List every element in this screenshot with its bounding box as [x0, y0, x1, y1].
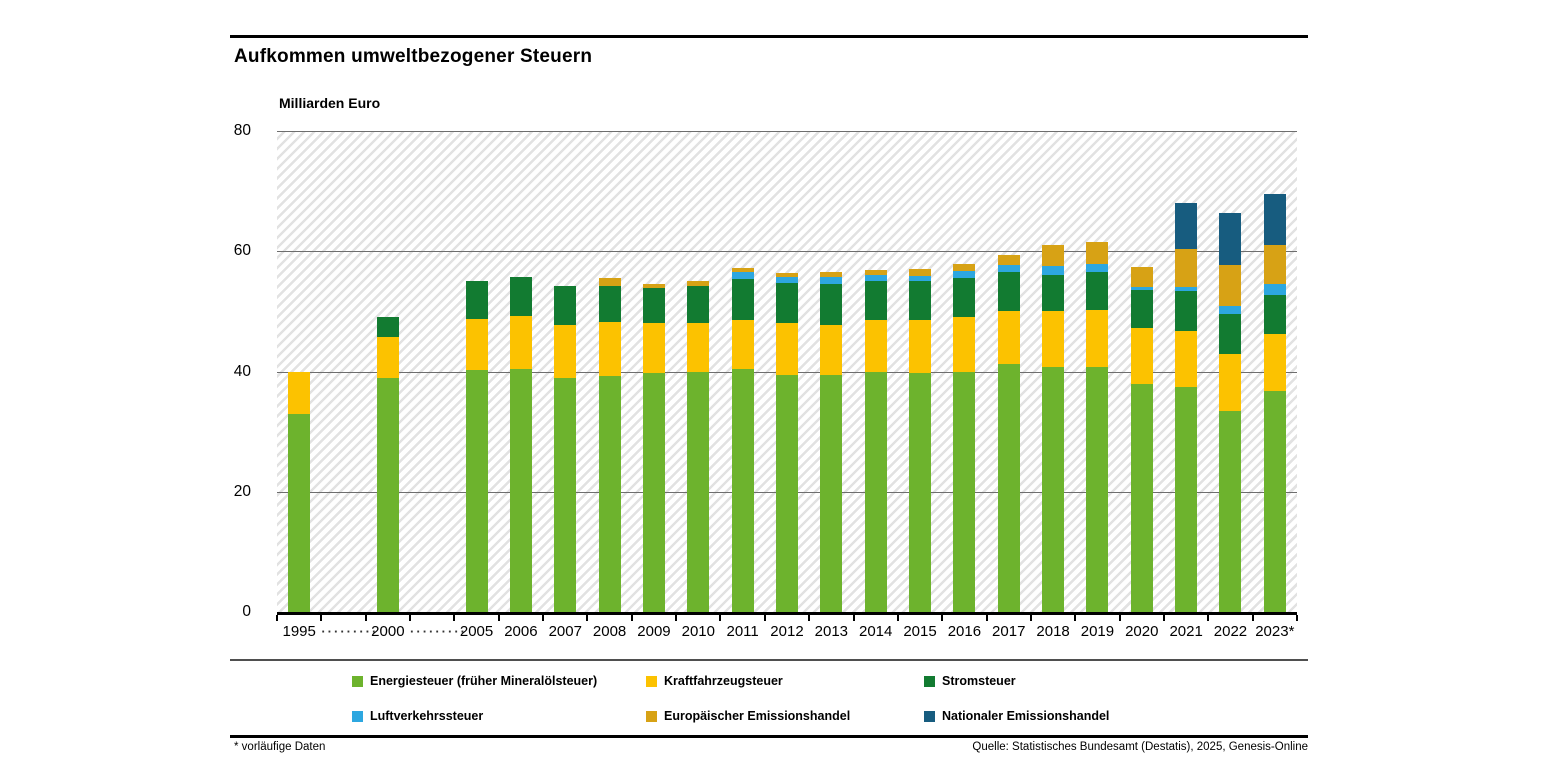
x-axis-tick [1163, 615, 1165, 621]
bar-segment-energiesteuer [1219, 411, 1241, 612]
bar-segment-energiesteuer [643, 373, 665, 612]
x-label-2012: 2012 [770, 623, 804, 640]
x-axis-tick [1119, 615, 1121, 621]
bar-2015 [909, 269, 931, 612]
bar-segment-luftverkehrssteuer [1042, 266, 1064, 274]
x-axis-tick [1074, 615, 1076, 621]
bar-2016 [953, 264, 975, 612]
x-label-2015: 2015 [903, 623, 937, 640]
bar-segment-kraftfahrzeugsteuer [776, 323, 798, 375]
bar-segment-luftverkehrssteuer [998, 265, 1020, 272]
x-axis-tick [320, 615, 322, 621]
x-label-gap-dots: ········· [321, 624, 379, 639]
x-axis-tick [365, 615, 367, 621]
bar-2014 [865, 270, 887, 612]
gridline-80 [277, 131, 1297, 132]
bar-segment-energiesteuer [687, 372, 709, 612]
legend-swatch-eu-emissionshandel [646, 711, 657, 722]
bar-segment-luftverkehrssteuer [820, 277, 842, 284]
bar-segment-kraftfahrzeugsteuer [1086, 310, 1108, 367]
bar-segment-nationaler-emissionshandel [1264, 194, 1286, 245]
y-tick-label-60: 60 [233, 242, 251, 260]
bar-2017 [998, 255, 1020, 612]
bar-segment-energiesteuer [377, 378, 399, 612]
x-axis-tick [719, 615, 721, 621]
y-tick-label-40: 40 [233, 362, 251, 380]
bar-segment-stromsteuer [1264, 295, 1286, 334]
bar-segment-energiesteuer [953, 372, 975, 613]
bar-2019 [1086, 242, 1108, 612]
legend-swatch-stromsteuer [924, 676, 935, 687]
x-axis-tick [1030, 615, 1032, 621]
x-axis-tick-labels [277, 623, 1297, 643]
x-axis-tick [764, 615, 766, 621]
bar-segment-stromsteuer [599, 286, 621, 323]
bar-segment-energiesteuer [288, 414, 310, 612]
legend-divider [230, 659, 1308, 661]
x-axis-tick [1296, 615, 1298, 621]
x-axis-tick [675, 615, 677, 621]
bar-segment-stromsteuer [643, 288, 665, 323]
bar-2013 [820, 272, 842, 612]
bar-2006 [510, 277, 532, 612]
bar-segment-energiesteuer [554, 378, 576, 612]
x-axis-tick [409, 615, 411, 621]
bar-segment-energiesteuer [820, 375, 842, 612]
x-axis-tick [986, 615, 988, 621]
x-axis-tick [586, 615, 588, 621]
x-axis-tick [631, 615, 633, 621]
bar-segment-stromsteuer [1219, 314, 1241, 353]
x-label-2016: 2016 [947, 623, 982, 640]
bar-segment-energiesteuer [1175, 387, 1197, 612]
bar-segment-kraftfahrzeugsteuer [687, 323, 709, 372]
bar-segment-energiesteuer [599, 376, 621, 612]
bar-2022 [1219, 213, 1241, 612]
bar-segment-stromsteuer [732, 279, 754, 320]
y-axis-unit-label: Milliarden Euro [279, 95, 381, 111]
bar-segment-stromsteuer [466, 281, 488, 319]
x-axis-tick [542, 615, 544, 621]
legend-item-kraftfahrzeugsteuer [646, 674, 783, 688]
plot-area [277, 131, 1297, 615]
bar-segment-luftverkehrssteuer [953, 271, 975, 278]
y-tick-label-0: 0 [242, 603, 251, 620]
x-label-2009: 2009 [637, 623, 671, 640]
bar-segment-energiesteuer [998, 364, 1020, 612]
bar-2018 [1042, 245, 1064, 612]
x-axis-tick [941, 615, 943, 621]
bar-segment-kraftfahrzeugsteuer [1264, 334, 1286, 392]
x-axis-tick [498, 615, 500, 621]
bar-segment-nationaler-emissionshandel [1219, 213, 1241, 265]
bar-2000 [377, 317, 399, 612]
bar-segment-stromsteuer [953, 278, 975, 318]
x-label-2008: 2008 [592, 623, 627, 640]
x-label-2006: 2006 [504, 623, 538, 640]
x-label-2010: 2010 [681, 623, 715, 640]
bar-segment-energiesteuer [1042, 367, 1064, 612]
source-line: Quelle: Statistisches Bundesamt (Destatis), 2025, Genesis-Online [972, 741, 1308, 753]
bar-segment-stromsteuer [820, 284, 842, 326]
legend-label-energiesteuer: Energiesteuer (früher Mineralölsteuer) [370, 674, 598, 688]
bar-segment-eu-emissionshandel [1131, 267, 1153, 287]
x-label-2018: 2018 [1036, 623, 1070, 640]
bar-segment-stromsteuer [998, 272, 1020, 311]
x-axis-tick [808, 615, 810, 621]
bar-segment-stromsteuer [377, 317, 399, 337]
bar-segment-stromsteuer [554, 286, 576, 325]
legend-swatch-luftverkehrssteuer [352, 711, 363, 722]
bar-segment-eu-emissionshandel [953, 264, 975, 271]
bar-segment-kraftfahrzeugsteuer [643, 323, 665, 374]
bar-segment-eu-emissionshandel [1042, 245, 1064, 267]
bar-segment-kraftfahrzeugsteuer [510, 316, 532, 369]
legend-label-luftverkehrssteuer: Luftverkehrssteuer [370, 709, 484, 723]
x-axis-tick [1207, 615, 1209, 621]
legend-item-luftverkehrssteuer [352, 709, 483, 723]
bar-segment-stromsteuer [909, 281, 931, 321]
x-label-2013: 2013 [814, 623, 849, 640]
bar-2008 [599, 278, 621, 612]
bar-segment-kraftfahrzeugsteuer [288, 372, 310, 414]
y-tick-label-80: 80 [233, 122, 251, 139]
bar-segment-luftverkehrssteuer [1264, 284, 1286, 294]
bar-segment-kraftfahrzeugsteuer [865, 320, 887, 372]
x-label-2000: 2000 [371, 623, 405, 640]
legend-label-stromsteuer: Stromsteuer [942, 674, 1016, 688]
bar-segment-kraftfahrzeugsteuer [1131, 328, 1153, 384]
x-axis-tick [897, 615, 899, 621]
bar-segment-kraftfahrzeugsteuer [732, 320, 754, 369]
top-rule [230, 35, 1308, 38]
x-label-2022: 2022 [1213, 623, 1248, 640]
x-label-2011: 2011 [726, 623, 759, 640]
bar-2007 [554, 286, 576, 612]
bar-segment-stromsteuer [865, 281, 887, 320]
bar-segment-stromsteuer [1042, 275, 1064, 312]
bar-segment-kraftfahrzeugsteuer [1042, 311, 1064, 366]
bar-2023 [1264, 194, 1286, 612]
legend-item-stromsteuer [924, 674, 1016, 688]
bar-2010 [687, 281, 709, 612]
gridline-60 [277, 251, 1297, 252]
bar-segment-eu-emissionshandel [599, 278, 621, 285]
bar-2012 [776, 273, 798, 612]
bar-segment-energiesteuer [1264, 391, 1286, 612]
bar-segment-eu-emissionshandel [1219, 265, 1241, 306]
bar-segment-kraftfahrzeugsteuer [466, 319, 488, 370]
bar-segment-luftverkehrssteuer [1219, 306, 1241, 314]
x-label-2023: 2023* [1255, 623, 1295, 640]
x-label-gap-dots: ········· [410, 624, 467, 639]
y-axis-tick-labels [180, 122, 264, 620]
bar-segment-luftverkehrssteuer [732, 272, 754, 279]
x-axis-tick [1252, 615, 1254, 621]
page-title: Aufkommen umweltbezogener Steuern [234, 46, 593, 67]
x-label-2005: 2005 [459, 623, 494, 640]
x-axis-tick [276, 615, 278, 621]
bar-segment-kraftfahrzeugsteuer [599, 322, 621, 376]
x-label-2019: 2019 [1080, 623, 1115, 640]
bar-segment-energiesteuer [1131, 384, 1153, 612]
bar-segment-kraftfahrzeugsteuer [554, 325, 576, 379]
legend-item-eu-emissionshandel [646, 709, 850, 723]
bar-2020 [1131, 267, 1153, 612]
bar-segment-kraftfahrzeugsteuer [1219, 354, 1241, 412]
x-label-2021: 2021 [1169, 623, 1203, 640]
bar-segment-energiesteuer [510, 369, 532, 613]
x-label-2017: 2017 [992, 623, 1026, 640]
bar-segment-stromsteuer [776, 283, 798, 324]
x-label-2014: 2014 [859, 623, 893, 640]
legend-label-nationaler-emissionshandel: Nationaler Emissionshandel [942, 709, 1110, 723]
legend-label-eu-emissionshandel: Europäischer Emissionshandel [664, 709, 851, 723]
bar-segment-eu-emissionshandel [909, 269, 931, 276]
bar-2021 [1175, 203, 1197, 612]
bar-segment-kraftfahrzeugsteuer [820, 325, 842, 375]
legend-label-kraftfahrzeugsteuer: Kraftfahrzeugsteuer [664, 674, 783, 688]
bar-segment-kraftfahrzeugsteuer [953, 317, 975, 371]
bar-segment-stromsteuer [1131, 290, 1153, 328]
bar-segment-eu-emissionshandel [998, 255, 1020, 265]
bar-segment-energiesteuer [1086, 367, 1108, 612]
footnote: * vorläufige Daten [234, 741, 326, 753]
bar-2011 [732, 268, 754, 612]
legend-item-energiesteuer [352, 674, 597, 688]
x-label-1995: 1995 [282, 623, 316, 640]
bar-segment-luftverkehrssteuer [1086, 264, 1108, 272]
y-tick-label-20: 20 [233, 482, 251, 500]
bar-segment-eu-emissionshandel [1086, 242, 1108, 264]
bar-segment-stromsteuer [1175, 291, 1197, 331]
bar-segment-nationaler-emissionshandel [1175, 203, 1197, 249]
bar-segment-energiesteuer [865, 372, 887, 612]
bar-1995 [288, 372, 310, 612]
x-label-2020: 2020 [1125, 623, 1159, 640]
x-axis-tick [853, 615, 855, 621]
legend-swatch-energiesteuer [352, 676, 363, 687]
bar-segment-stromsteuer [1086, 272, 1108, 310]
x-label-2007: 2007 [548, 623, 582, 640]
bar-segment-kraftfahrzeugsteuer [909, 320, 931, 373]
bar-segment-stromsteuer [687, 286, 709, 323]
legend-swatch-nationaler-emissionshandel [924, 711, 935, 722]
legend-swatch-kraftfahrzeugsteuer [646, 676, 657, 687]
bar-segment-kraftfahrzeugsteuer [377, 337, 399, 378]
bar-segment-kraftfahrzeugsteuer [998, 311, 1020, 365]
bar-segment-energiesteuer [909, 373, 931, 612]
bar-segment-eu-emissionshandel [1264, 245, 1286, 284]
bar-segment-energiesteuer [732, 369, 754, 613]
x-axis-ticks [277, 615, 1297, 622]
bar-segment-luftverkehrssteuer [865, 275, 887, 282]
x-axis-tick [453, 615, 455, 621]
bar-2005 [466, 281, 488, 612]
footer-rule [230, 735, 1308, 738]
bar-segment-eu-emissionshandel [1175, 249, 1197, 287]
legend-item-nationaler-emissionshandel [924, 709, 1109, 723]
bar-segment-stromsteuer [510, 277, 532, 316]
bar-segment-energiesteuer [776, 375, 798, 612]
bar-2009 [643, 284, 665, 612]
bar-segment-kraftfahrzeugsteuer [1175, 331, 1197, 388]
bar-segment-energiesteuer [466, 370, 488, 612]
